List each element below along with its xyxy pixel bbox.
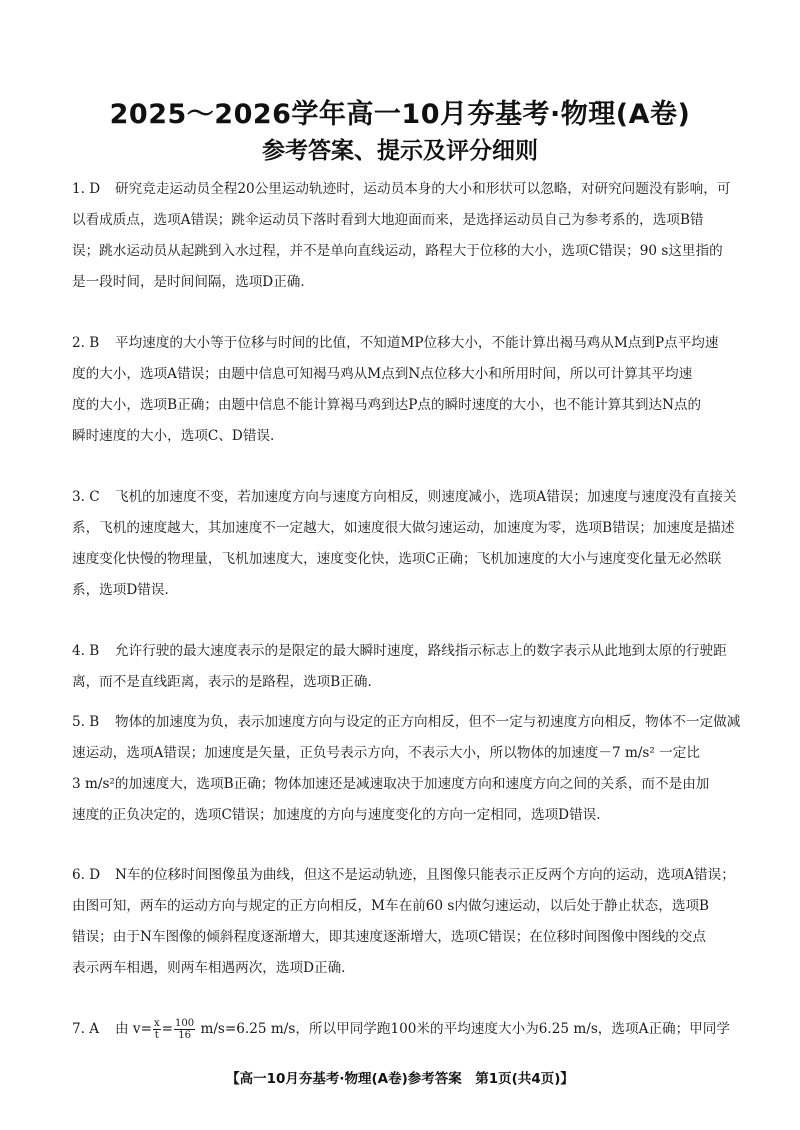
answer-line: 系，飞机的速度越大，其加速度不一定越大，如速度很大做匀速运动，加速度为零，选项B错误；加速度是描述: [72, 520, 735, 536]
answer-number: 2. B: [72, 335, 100, 351]
answer-line: [72, 328, 742, 359]
answer-line: 度的大小，选项A错误；由题中信息可知褐马鸡从M点到N点位移大小和所用时间，所以可计算其平均速: [72, 366, 693, 382]
answer-line: 度的大小，选项B正确；由题中信息不能计算褐马鸡到达P点的瞬时速度的大小，也不能计算其到达N点的: [72, 397, 702, 413]
fraction-x-over-t: [153, 1018, 161, 1041]
answer-item-4: [72, 636, 742, 698]
answer-item-5: [72, 707, 742, 831]
answer-line: [72, 482, 742, 513]
fraction-denominator: t: [154, 1030, 159, 1041]
answer-line: 错误；由于N车图像的倾斜程度逐渐增大，即其速度逐渐增大，选项C错误；在位移时间图像中图线的交点: [72, 929, 707, 945]
formula-prefix: 由 v=: [115, 1021, 152, 1037]
answer-line: 3 m/s²的加速度大，选项B正确；物体加速还是减速取决于加速度方向和速度方向之间的关系，而不是由加: [72, 776, 710, 792]
answer-item-6: [72, 860, 742, 984]
fraction-100-over-16: [174, 1018, 195, 1041]
answer-line: [72, 860, 742, 891]
answer-text: N车的位移时间图像虽为曲线，但这不是运动轨迹，且图像只能表示正反两个方向的运动，选项A错误；: [115, 867, 735, 883]
answer-line: 由图可知，两车的运动方向与规定的正方向相反，M车在前60 s内做匀速运动，以后处于静止状态，选项B: [72, 898, 710, 914]
page-title: 2025～2026学年高一10月夯基考·物理(A卷): [109, 99, 691, 130]
answer-line: 速度变化快慢的物理量，飞机加速度大，速度变化快，选项C正确；飞机加速度的大小与速度变化量无必然联: [72, 551, 722, 567]
fraction-numerator: x: [154, 1018, 160, 1029]
answer-number: 1. D: [72, 181, 101, 197]
answer-line: 误；跳水运动员从起跳到入水过程，并不是单向直线运动，路程大于位移的大小，选项C错误；90 s这里指的: [72, 243, 723, 259]
answer-text: 平均速度的大小等于位移与时间的比值，不知道MP位移大小，不能计算出褐马鸡从M点到P点平均速: [115, 335, 719, 351]
answer-item-2: [72, 328, 742, 452]
answer-text: 物体的加速度为负，表示加速度方向与设定的正方向相反，但不一定与初速度方向相反，物体不一定做减: [115, 714, 741, 730]
answer-text: 研究竞走运动员全程20公里运动轨迹时，运动员本身的大小和形状可以忽略，对研究问题没有影响，可: [115, 181, 731, 197]
answer-item-1: [72, 174, 742, 298]
answer-text: 飞机的加速度不变，若加速度方向与速度方向相反，则速度减小，选项A错误；加速度与速度没有直接关: [115, 489, 737, 505]
fraction-numerator: 100: [175, 1018, 195, 1029]
answer-number: 3. C: [72, 489, 100, 505]
answer-number: 6. D: [72, 867, 101, 883]
answer-line: 离，而不是直线距离，表示的是路程，选项B正确.: [72, 674, 372, 690]
answer-line: 是一段时间，是时间间隔，选项D正确.: [72, 274, 305, 290]
answer-line: 系，选项D错误.: [72, 582, 169, 598]
answer-text: 允许行驶的最大速度表示的是限定的最大瞬时速度，路线指示标志上的数字表示从此地到太原的行驶距: [115, 643, 727, 659]
answer-line: [72, 707, 742, 738]
answer-line: 速运动，选项A错误；加速度是矢量，正负号表示方向，不表示大小，所以物体的加速度－7 m/s² 一定比: [72, 745, 700, 761]
answer-line: 瞬时速度的大小，选项C、D错误.: [72, 428, 275, 444]
answer-text: m/s=6.25 m/s，所以甲同学跑100米的平均速度大小为6.25 m/s，选项A正确；甲同学: [196, 1021, 730, 1037]
answer-line: 以看成质点，选项A错误；跳伞运动员下落时看到大地迎面而来，是选择运动员自己为参考系的，选项B错: [72, 212, 704, 228]
answer-item-7: [72, 1014, 742, 1045]
answer-line: [72, 1014, 742, 1045]
answer-number: 5. B: [72, 714, 100, 730]
page-subtitle: 参考答案、提示及评分细则: [262, 138, 538, 164]
answer-number: 7. A: [72, 1021, 100, 1037]
answer-line: 表示两车相遇，则两车相遇两次，选项D正确.: [72, 960, 346, 976]
answer-line: 速度的正负决定的，选项C错误；加速度的方向与速度变化的方向一定相同，选项D错误.: [72, 807, 601, 823]
answer-line: [72, 174, 742, 205]
answer-line: [72, 636, 742, 667]
page-footer: 【高一10月夯基考·物理(A卷)参考答案 第1页(共4页)】: [226, 1071, 574, 1087]
answer-item-3: [72, 482, 742, 606]
equals-sign: =: [161, 1021, 174, 1037]
answer-number: 4. B: [72, 643, 100, 659]
fraction-denominator: 16: [178, 1030, 191, 1041]
